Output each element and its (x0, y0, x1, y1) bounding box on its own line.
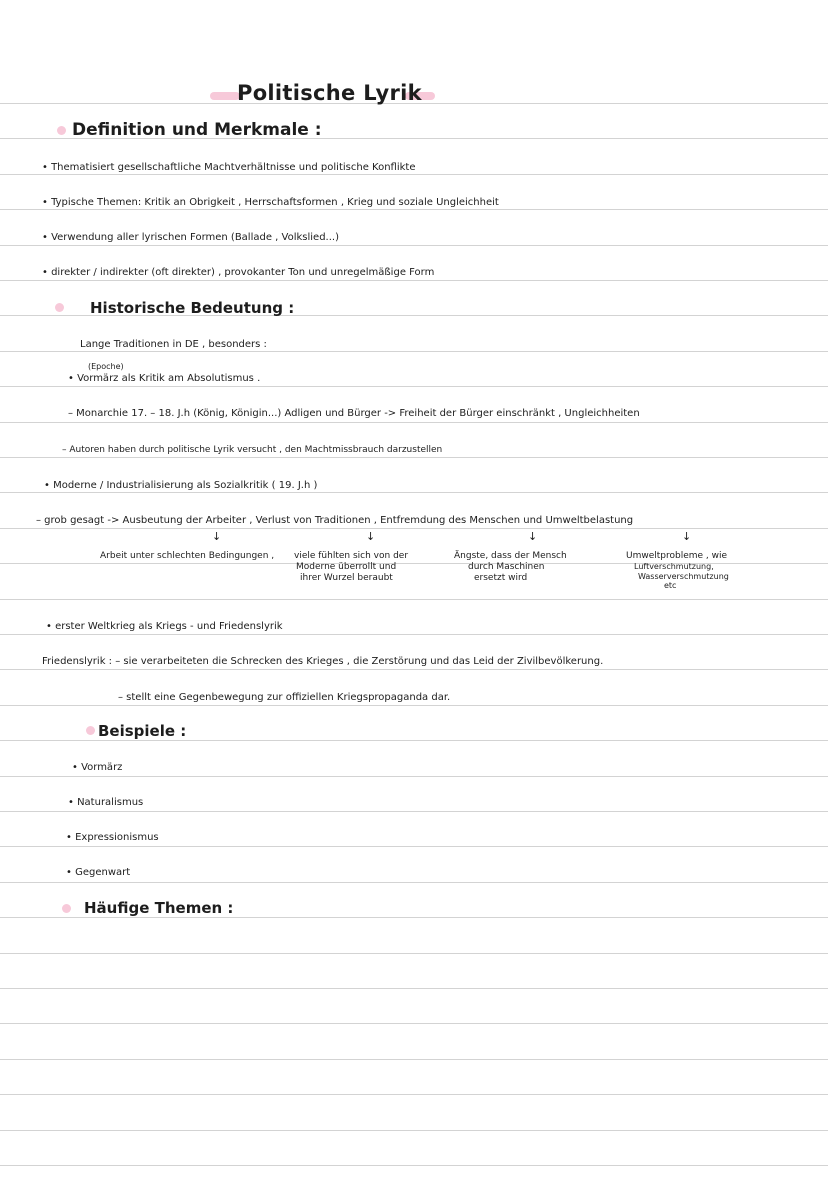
ruled-line (0, 174, 828, 175)
heading-beispiele: Beispiele : (98, 722, 187, 740)
ruled-line (0, 457, 828, 458)
note-aengste-3: ersetzt wird (474, 573, 528, 583)
heading-historisch: Historische Bedeutung : (90, 299, 295, 317)
note-umwelt-4: etc (664, 581, 677, 590)
ruled-line (0, 280, 828, 281)
ruled-line (0, 846, 828, 847)
beispiel-item-3: • Expressionismus (66, 832, 159, 843)
down-arrow-icon: ↓ (528, 530, 538, 543)
down-arrow-icon: ↓ (366, 530, 376, 543)
ruled-line (0, 882, 828, 883)
ruled-line (0, 209, 828, 210)
ruled-line (0, 599, 828, 600)
ruled-line (0, 1094, 828, 1095)
ruled-line (0, 776, 828, 777)
ruled-line (0, 988, 828, 989)
section-marker (57, 126, 66, 135)
ruled-line (0, 811, 828, 812)
def-item-1: • Thematisiert gesellschaftliche Machtverhältnisse und politische Konflikte (42, 162, 416, 173)
beispiel-item-4: • Gegenwart (66, 867, 131, 878)
note-verlust-1: viele fühlten sich von der (294, 551, 409, 561)
down-arrow-icon: ↓ (682, 530, 692, 543)
historisch-intro: Lange Traditionen in DE , besonders : (80, 339, 267, 350)
monarchie-line: – Monarchie 17. – 18. J.h (König, Königin...) Adligen und Bürger -> Freiheit der Bürger einschränkt , Ungleichheiten (68, 408, 640, 419)
ruled-line (0, 1130, 828, 1131)
section-marker (55, 303, 64, 312)
note-umwelt-1: Umweltprobleme , wie (626, 551, 728, 561)
ruled-line (0, 953, 828, 954)
note-verlust-2: Moderne überrollt und (296, 562, 397, 572)
ruled-line (0, 386, 828, 387)
ruled-line (0, 1165, 828, 1166)
section-marker (86, 726, 95, 735)
friedenslyrik-line: Friedenslyrik : – sie verarbeiteten die Schrecken des Krieges , die Zerstörung und das Leid der Zivilbevölkerung. (42, 656, 604, 667)
ruled-line (0, 245, 828, 246)
ruled-line (0, 422, 828, 423)
ruled-line (0, 634, 828, 635)
note-aengste-1: Ängste, dass der Mensch (454, 551, 567, 561)
def-item-4: • direkter / indirekter (oft direkter) , provokanter Ton und unregelmäßige Form (42, 267, 435, 278)
ruled-line (0, 1023, 828, 1024)
note-verlust-3: ihrer Wurzel beraubt (300, 573, 393, 583)
heading-themen: Häufige Themen : (84, 899, 234, 917)
note-aengste-2: durch Maschinen (468, 562, 545, 572)
beispiel-item-2: • Naturalismus (68, 797, 144, 808)
ruled-line (0, 669, 828, 670)
title-highlight-left (210, 92, 240, 100)
moderne-line: • Moderne / Industrialisierung als Sozialkritik ( 19. J.h ) (44, 480, 318, 491)
gegenbewegung-line: – stellt eine Gegenbewegung zur offiziellen Kriegspropaganda dar. (118, 692, 451, 703)
note-umwelt-3: Wasserverschmutzung (638, 572, 729, 581)
heading-definition: Definition und Merkmale : (72, 120, 322, 140)
section-marker (62, 904, 71, 913)
page-title: Politische Lyrik (237, 81, 422, 105)
def-item-2: • Typische Themen: Kritik an Obrigkeit , Herrschaftsformen , Krieg und soziale Ungleichheit (42, 197, 499, 208)
ruled-line (0, 528, 828, 529)
ruled-line (0, 1059, 828, 1060)
ruled-line (0, 705, 828, 706)
down-arrow-icon: ↓ (212, 530, 222, 543)
beispiel-item-1: • Vormärz (72, 762, 123, 773)
weltkrieg-line: • erster Weltkrieg als Kriegs - und Friedenslyrik (46, 621, 283, 632)
ruled-line (0, 351, 828, 352)
vormaerz-line: • Vormärz als Kritik am Absolutismus . (68, 373, 261, 384)
grob-line: – grob gesagt -> Ausbeutung der Arbeiter , Verlust von Traditionen , Entfremdung des Menschen und Umweltbelastung (36, 515, 634, 526)
note-arbeit: Arbeit unter schlechten Bedingungen , (100, 551, 275, 561)
def-item-3: • Verwendung aller lyrischen Formen (Ballade , Volkslied...) (42, 232, 339, 243)
note-umwelt-2: Luftverschmutzung, (634, 562, 714, 571)
epoche-note: (Epoche) (88, 362, 124, 371)
autoren-line: – Autoren haben durch politische Lyrik versucht , den Machtmissbrauch darzustellen (62, 445, 443, 455)
ruled-line (0, 492, 828, 493)
